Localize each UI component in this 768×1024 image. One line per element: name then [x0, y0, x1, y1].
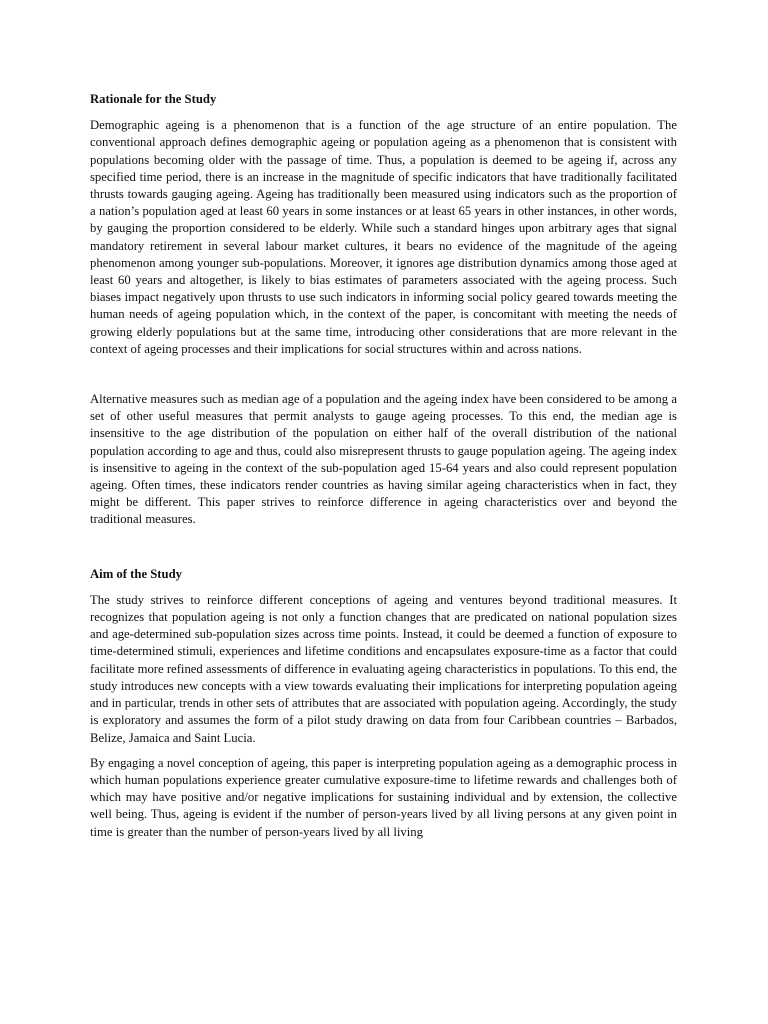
- paragraph-aim-1: The study strives to reinforce different conceptions of ageing and ventures beyond traditional measures. It recognizes that population ageing is not only a function changes that are predicated on national population sizes and age-determined sub-population sizes across time points. Instead, it could be deemed a function of exposure to time-determined stimuli, experiences and lifetime conditions and encapsulates exposure-time as a factor that could facilitate more refined assessments of difference in evaluating ageing characteristics in populations. To this end, the study introduces new concepts with a view towards evaluating their implications for interpreting population ageing and in particular, trends in other sets of attributes that are associated with population ageing. Accordingly, the study is exploratory and assumes the form of a pilot study drawing on data from four Caribbean countries – Barbados, Belize, Jamaica and Saint Lucia.: [90, 592, 677, 745]
- section-heading-rationale: Rationale for the Study: [90, 92, 217, 106]
- document-page: [90, 91, 677, 841]
- section-heading-aim: Aim of the Study: [90, 566, 182, 581]
- paragraph-rationale-1: Demographic ageing is a phenomenon that is a function of the age structure of an entire population. The conventional approach defines demographic ageing or population ageing as a phenomenon that is consistent with populations becoming older with the passage of time. Thus, a population is deemed to be ageing if, across any specified time period, there is an increase in the magnitude of specific indicators that have traditionally facilitated thrusts towards gauging ageing. Ageing has traditionally been measured using indicators such as the proportion of a nation’s population aged at least 60 years in some instances or at least 65 years in other instances, in other words, by gauging the proportion considered to be elderly. While such a standard hinges upon arbitrary ages that signal mandatory retirement in several labour market cultures, it bears no evidence of the magnitude of the ageing phenomenon among younger sub-populations. Moreover, it ignores age distribution dynamics among those aged at least 60 years and altogether, is likely to bias estimates of parameters associated with the ageing process. Such biases impact negatively upon thrusts to use such indicators in informing social policy geared towards meeting the human needs of ageing population which, in the context of the paper, is concomitant with meeting the needs of growing elderly populations but at the same time, introducing other considerations that are more relevant in the context of ageing processes and their implications for social structures within and across nations.: [90, 118, 677, 356]
- paragraph-aim-2: By engaging a novel conception of ageing, this paper is interpreting population ageing as a demographic process in which human populations experience greater cumulative exposure-time to lifetime rewards and challenges both of which may have positive and/or negative implications for sustaining individual and by extension, the collective well being. Thus, ageing is evident if the number of person-years lived by all living persons at any given point in time is greater than the number of person-years lived by all living: [90, 755, 677, 839]
- paragraph-rationale-2: Alternative measures such as median age of a population and the ageing index have been considered to be among a set of other useful measures that permit analysts to gauge ageing processes. To this end, the median age is insensitive to the age distribution of the population on either half of the overall distribution of the national population according to age and thus, could also misrepresent thrusts to gauge population ageing. The ageing index is insensitive to ageing in the context of the sub-population aged 15-64 years and also could represent population ageing. Often times, these indicators render countries as having similar ageing characteristics when in fact, they might be different. This paper strives to reinforce difference in ageing characteristics over and beyond the traditional measures.: [90, 392, 677, 527]
